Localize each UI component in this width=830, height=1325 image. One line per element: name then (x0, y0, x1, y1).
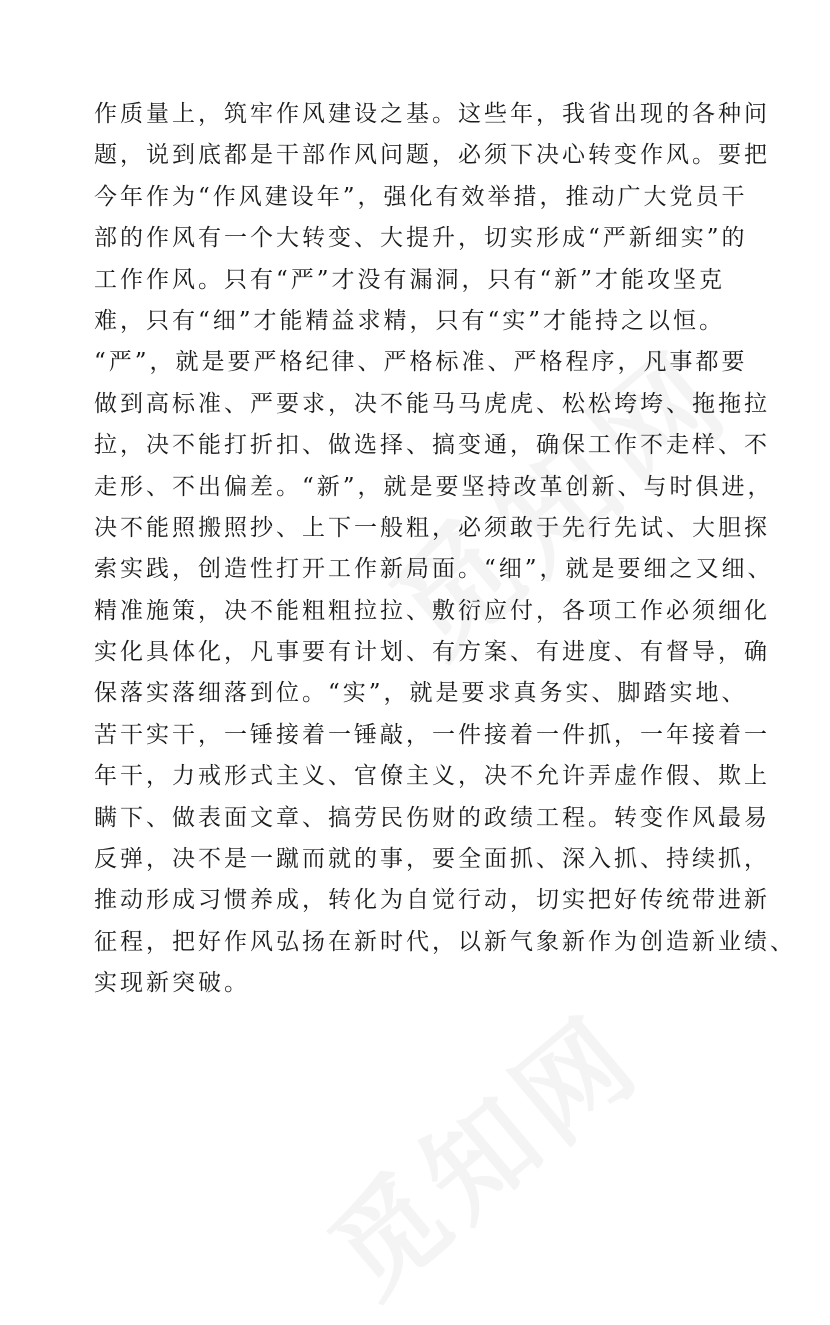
text-line: 工作作风。只有“严”才没有漏洞，只有“新”才能攻坚克 (94, 266, 726, 293)
text-line: 做到高标准、严要求，决不能马马虎虎、松松垮垮、拖拖拉 (94, 390, 770, 417)
text-line: 部的作风有一个大转变、大提升，切实形成“严新细实”的 (94, 225, 748, 252)
text-line: 苦干实干，一锤接着一锤敲，一件接着一件抓，一年接着一 (94, 721, 770, 748)
text-line: 作质量上，筑牢作风建设之基。这些年，我省出现的各种问 (94, 101, 770, 127)
text-line: 年干，力戒形式主义、官僚主义，决不允许弄虚作假、欺上 (94, 763, 770, 790)
text-line: 走形、不出偏差。“新”，就是要坚持改革创新、与时俱进， (94, 473, 774, 500)
text-line: 征程，把好作风弘扬在新时代，以新气象新作为创造新业绩、 (94, 928, 796, 955)
text-line: 索实践，创造性打开工作新局面。“细”，就是要细之又细、 (94, 556, 774, 583)
text-line: 决不能照搬照抄、上下一般粗，必须敢于先行先试、大胆探 (94, 514, 770, 541)
text-line: 拉，决不能打折扣、做选择、搞变通，确保工作不走样、不 (94, 432, 770, 459)
text-line: “严”，就是要严格纪律、严格标准、严格程序，凡事都要 (94, 349, 748, 376)
text-line: 实现新突破。 (94, 970, 250, 997)
text-line: 瞒下、做表面文章、搞劳民伤财的政绩工程。转变作风最易 (94, 804, 770, 831)
text-line: 精准施策，决不能粗粗拉拉、敷衍应付，各项工作必须细化 (94, 597, 770, 624)
text-line: 保落实落细落到位。“实”，就是要求真务实、脚踏实地、 (94, 680, 748, 707)
text-line: 实化具体化，凡事要有计划、有方案、有进度、有督导，确 (94, 639, 770, 666)
text-line: 难，只有“细”才能精益求精，只有“实”才能持之以恒。 (94, 307, 726, 334)
text-line: 反弹，决不是一蹴而就的事，要全面抓、深入抓、持续抓， (94, 846, 770, 873)
text-line: 题，说到底都是干部作风问题，必须下决心转变作风。要把 (94, 142, 770, 169)
text-line: 推动形成习惯养成，转化为自觉行动，切实把好传统带进新 (94, 887, 770, 914)
text-line: 今年作为“作风建设年”，强化有效举措，推动广大党员干 (94, 183, 748, 210)
watermark-lower (291, 973, 668, 1325)
body-paragraph (94, 94, 796, 1005)
